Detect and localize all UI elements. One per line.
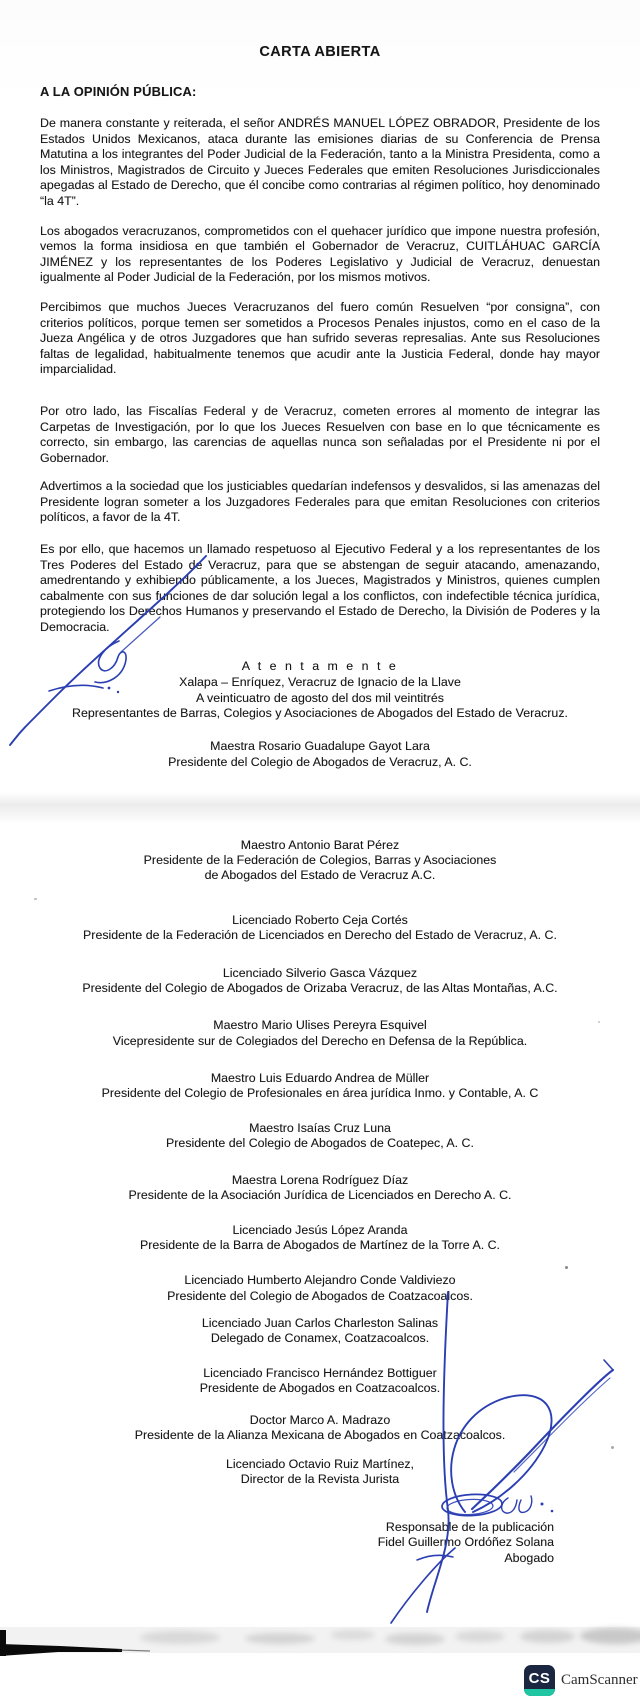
scan-speck	[598, 1021, 600, 1023]
scan-shadow-blob	[245, 1633, 315, 1644]
signer-block	[30, 838, 610, 884]
signer-line: Presidente del Colegio de Abogados de Veracruz, A. C.	[168, 754, 472, 769]
scan-shadow-blob	[580, 1628, 640, 1644]
signer-line: Presidente de la Barra de Abogados de Martínez de la Torre A. C.	[139, 1238, 500, 1253]
letter-paragraph: Es por ello, que hacemos un llamado respetuoso al Ejecutivo Federal y a los representantes de los Tres Poderes del Estado de Veracruz, para que se abstengan de seguir atacando, amenazando, amedrentando y exhibiendo públicamente, a los Jueces, Magistrados y Ministros, quienes cumplen cabalmente con sus funciones de dar solución legal a los conflictos, con indefectible técnica jurídica, protegiendo los Derechos Humanos y preservando el Estado de Derecho, la División de Poderes y la Democracia.	[40, 542, 600, 635]
scan-page-seam	[0, 792, 640, 824]
signer-block	[40, 739, 600, 770]
signer-line: Licenciado Roberto Ceja Cortés	[232, 912, 408, 927]
closing-line: A veinticuatro de agosto del dos mil veintitrés	[196, 690, 444, 705]
signer-line: Presidente del Colegio de Profesionales en área jurídica Inmo. y Contable, A. C	[101, 1086, 539, 1101]
publication-line: Responsable de la publicación	[385, 1520, 554, 1534]
signer-line: Maestro Mario Ulises Pereyra Esquivel	[213, 1018, 427, 1033]
camscanner-initials: CS	[528, 1669, 551, 1687]
closing-line: Representantes de Barras, Colegios y Asociaciones de Abogados del Estado de Veracruz.	[72, 706, 568, 721]
scan-shadow-blob	[330, 1630, 375, 1640]
signer-block	[30, 1457, 610, 1487]
signer-line: Presidente del Colegio de Abogados de Coatzacoalcos.	[167, 1288, 473, 1303]
letter-paragraph: De manera constante y reiterada, el señor ANDRÉS MANUEL LÓPEZ OBRADOR, Presidente de los Estados Unidos Mexicanos, ataca durante las emisiones diarias de su Conferencia de Prensa Matutina a los integrantes del Poder Judicial de la Federación, tanto a la Ministra Presidenta, como a los Ministros, Magistrados de Circuito y Jueces Federales que emiten Resoluciones Jurisdiccionales apegadas al Estado de Derecho, que él concibe como contrarias al régimen político, hoy denominado “la 4T”.	[40, 116, 600, 208]
closing-atentamente: A t e n t a m e n t e	[241, 659, 399, 673]
signer-line: Vicepresidente sur de Colegiados del Derecho en Defensa de la República.	[112, 1033, 528, 1048]
signer-line: Presidente de la Federación de Colegios, Barras y Asociaciones	[143, 853, 497, 868]
page-title: CARTA ABIERTA	[259, 44, 381, 60]
scan-speck	[34, 898, 37, 900]
signer-list	[30, 838, 610, 1508]
camscanner-wordmark: CamScanner	[561, 1672, 638, 1688]
scan-speck	[611, 1446, 614, 1449]
camscanner-logo-icon	[524, 1665, 555, 1696]
signer-block	[30, 1273, 610, 1303]
publication-line: Abogado	[504, 1550, 554, 1565]
signer-block	[30, 1121, 610, 1151]
signer-line: Licenciado Humberto Alejandro Conde Valdiviezo	[184, 1273, 456, 1288]
signer-line: Licenciado Octavio Ruiz Martínez,	[225, 1457, 414, 1472]
closing-block	[40, 659, 600, 722]
signer-block	[30, 1366, 610, 1396]
signer-block	[30, 1223, 610, 1253]
closing-line: Xalapa – Enríquez, Veracruz de Ignacio de la Llave	[179, 674, 461, 689]
publication-credit	[378, 1520, 554, 1566]
signer-line: Licenciado Jesús López Aranda	[232, 1223, 408, 1238]
signer-block	[30, 1413, 610, 1443]
signer-line: Presidente del Colegio de Abogados de Coatepec, A. C.	[166, 1136, 474, 1151]
signer-line: de Abogados del Estado de Veracruz A.C.	[204, 868, 436, 883]
scan-speck	[565, 1266, 568, 1269]
signer-line: Maestra Rosario Guadalupe Gayot Lara	[210, 739, 430, 753]
letter-body	[40, 44, 600, 650]
signer-line: Doctor Marco A. Madrazo	[249, 1412, 391, 1427]
salutation: A LA OPINIÓN PÚBLICA:	[40, 84, 197, 99]
signer-line: Presidente del Colegio de Abogados de Orizaba Veracruz, de las Altas Montañas, A.C.	[82, 981, 558, 996]
scan-shadow-blob	[455, 1631, 505, 1642]
signer-line: Presidente de la Alianza Mexicana de Abogados en Coatzacoalcos.	[134, 1427, 506, 1442]
signer-line: Presidente de la Federación de Licenciados en Derecho del Estado de Veracruz, A. C.	[83, 927, 557, 942]
signer-line: Presidente de Abogados en Coatzacoalcos.	[199, 1381, 441, 1396]
signer-line: Licenciado Francisco Hernández Bottiguer	[203, 1366, 437, 1381]
scan-shadow-blob	[385, 1633, 445, 1645]
signer-line: Maestro Luis Eduardo Andrea de Müller	[210, 1070, 430, 1085]
signer-line: Licenciado Juan Carlos Charleston Salinas	[201, 1315, 439, 1330]
publication-line: Fidel Guillermo Ordóñez Solana	[377, 1535, 554, 1550]
paragraph-list	[40, 116, 600, 636]
signer-line: Maestro Antonio Barat Pérez	[240, 838, 400, 852]
letter-paragraph: Por otro lado, las Fiscalías Federal y de Veracruz, cometen errores al momento de integrar las Carpetas de Investigación, por lo que los Jueces Resuelven con base en lo que técnicamente es correcto, sin embargo, las carencias de aquellas nunca son señaladas por el Presidente ni por el Gobernador.	[40, 403, 600, 465]
letter-paragraph: Percibimos que muchos Jueces Veracruzanos del fuero común Resuelven “por consigna”, con criterios políticos, porque temen ser sometidos a Procesos Penales injustos, como en el caso de la Jueza Angélica y de otros Juzgadores que han sufrido severas represalias. Ante sus Resoluciones faltas de legalidad, habitualmente tenemos que acudir ante la Justicia Federal, donde hay mayor imparcialidad.	[40, 299, 600, 377]
signer-line: Director de la Revista Jurista	[240, 1472, 400, 1487]
signer-line: Maestro Isaías Cruz Luna	[249, 1121, 391, 1136]
signer-line: Maestra Lorena Rodríguez Díaz	[231, 1172, 409, 1187]
signer-block	[30, 966, 610, 996]
signer-line: Delegado de Conamex, Coatzacoalcos.	[210, 1331, 430, 1346]
signer-block	[30, 1173, 610, 1203]
scan-shadow-blob	[520, 1630, 575, 1643]
letter-paragraph: Advertimos a la sociedad que los justiciables quedarían indefensos y desvalidos, si las amenazas del Presidente logran someter a los Juzgadores Federales para que emitan Resoluciones con criterios políticos, a favor de la 4T.	[40, 479, 600, 525]
scan-shadow-blob	[140, 1631, 220, 1644]
signer-line: Licenciado Silverio Gasca Vázquez	[222, 966, 418, 981]
letter-paragraph: Los abogados veracruzanos, comprometidos con el quehacer jurídico que impone nuestra profesión, vemos la forma insidiosa en que también el Gobernador de Veracruz, CUITLÁHUAC GARCÍA JIMÉNEZ y los representantes de los Poderes Legislativo y Judicial de Veracruz, denuestan igualmente al Poder Judicial de la Federación, por los mismos motivos.	[40, 223, 600, 285]
signer-line: Presidente de la Asociación Jurídica de Licenciados en Derecho A. C.	[128, 1187, 512, 1202]
signer-block	[30, 913, 610, 943]
signer-block	[30, 1316, 610, 1346]
signer-block	[30, 1071, 610, 1101]
signer-block	[30, 1018, 610, 1048]
